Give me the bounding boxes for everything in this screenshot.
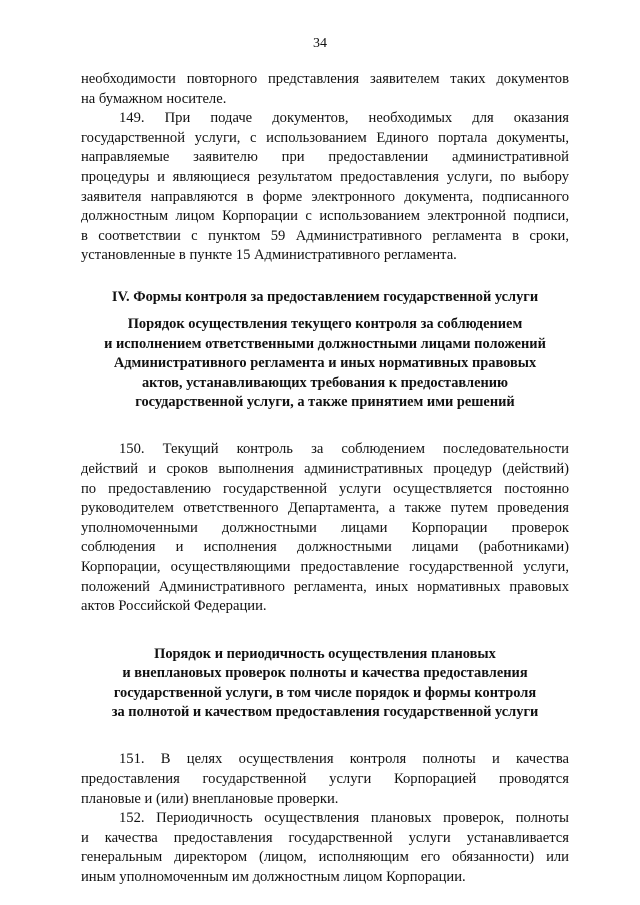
- text-line: в соответствии с пунктом 59 Административного регламента в сроки,: [81, 227, 569, 244]
- text-line: генеральным директором (лицом, исполняющим его обязанности) или: [81, 849, 569, 866]
- text-line: государственной услуги, с использованием Единого портала документы,: [81, 129, 569, 146]
- periodicity-heading: [81, 645, 569, 723]
- text-line: заявителя направляются в форме электронного документа, подписанного: [81, 188, 569, 205]
- text-line: на бумажном носителе.: [81, 90, 227, 107]
- text-line: предоставления государственной услуги Корпорацией проводятся: [81, 770, 569, 787]
- text-line: 150. Текущий контроль за соблюдением последовательности: [119, 441, 569, 458]
- text-line: иным уполномоченным им должностным лицом Корпорации.: [81, 868, 466, 885]
- text-line: 152. Периодичность осуществления плановых проверок, полноты: [119, 810, 569, 827]
- text-line: установленные в пункте 15 Административного регламента.: [81, 247, 457, 264]
- text-line: 151. В целях осуществления контроля полноты и качества: [119, 751, 569, 768]
- paragraph-continued: [81, 70, 569, 109]
- subsection-heading-line: государственной услуги, а также принятием ими решений: [135, 393, 515, 410]
- text-line: направляемые заявителю при предоставлении административной: [81, 149, 569, 166]
- subsection-heading-line: и внеплановых проверок полноты и качества предоставления: [122, 665, 528, 682]
- text-line: и качества предоставления государственной услуги устанавливается: [81, 829, 569, 846]
- text-line: актов Российской Федерации.: [81, 598, 267, 615]
- section-iv-heading: [81, 288, 569, 412]
- text-line: 149. При подаче документов, необходимых для оказания: [119, 110, 569, 127]
- text-line: плановые и (или) внеплановые проверки.: [81, 790, 339, 807]
- subsection-heading-line: актов, устанавливающих требования к предоставлению: [141, 374, 509, 391]
- paragraph-150: [81, 440, 569, 616]
- text-line: действий и сроков выполнения административных процедур (действий): [81, 460, 569, 477]
- subsection-heading-line: и исполнением ответственными должностными лицами положений: [104, 335, 546, 352]
- text-line: уполномоченными должностными лицами Корпорации проверок: [81, 519, 569, 536]
- paragraph-152: [81, 809, 569, 887]
- text-line: по предоставлению государственной услуги осуществляется постоянно: [81, 480, 569, 497]
- text-line: соблюдения и исполнения должностными лицами (работниками): [81, 539, 569, 556]
- text-line: должностным лицом Корпорации с использованием электронной подписи,: [81, 208, 569, 225]
- text-line: необходимости повторного представления заявителем таких документов: [81, 71, 569, 87]
- subsection-heading-line: Порядок осуществления текущего контроля за соблюдением: [127, 316, 523, 333]
- subsection-heading-line: Административного регламента и иных нормативных правовых: [113, 355, 537, 372]
- text-line: процедуры и являющиеся результатом предоставления услуги, по выбору: [81, 168, 569, 185]
- section-title: IV. Формы контроля за предоставлением государственной услуги: [111, 288, 539, 305]
- text-line: руководителем ответственного Департамента, а также путем проведения: [81, 500, 569, 517]
- page-number: 34: [313, 36, 327, 51]
- text-line: положений Административного регламента, иных нормативных правовых: [81, 578, 569, 595]
- paragraph-149: [81, 109, 569, 266]
- subsection-heading-line: за полнотой и качеством предоставления государственной услуги: [111, 703, 539, 720]
- subsection-heading-line: государственной услуги, в том числе порядок и формы контроля: [113, 684, 537, 701]
- subsection-heading-line: Порядок и периодичность осуществления плановых: [154, 645, 496, 662]
- paragraph-151: [81, 750, 569, 809]
- text-line: Корпорации, осуществляющими предоставление государственной услуги,: [81, 558, 569, 575]
- page-content: [81, 70, 569, 888]
